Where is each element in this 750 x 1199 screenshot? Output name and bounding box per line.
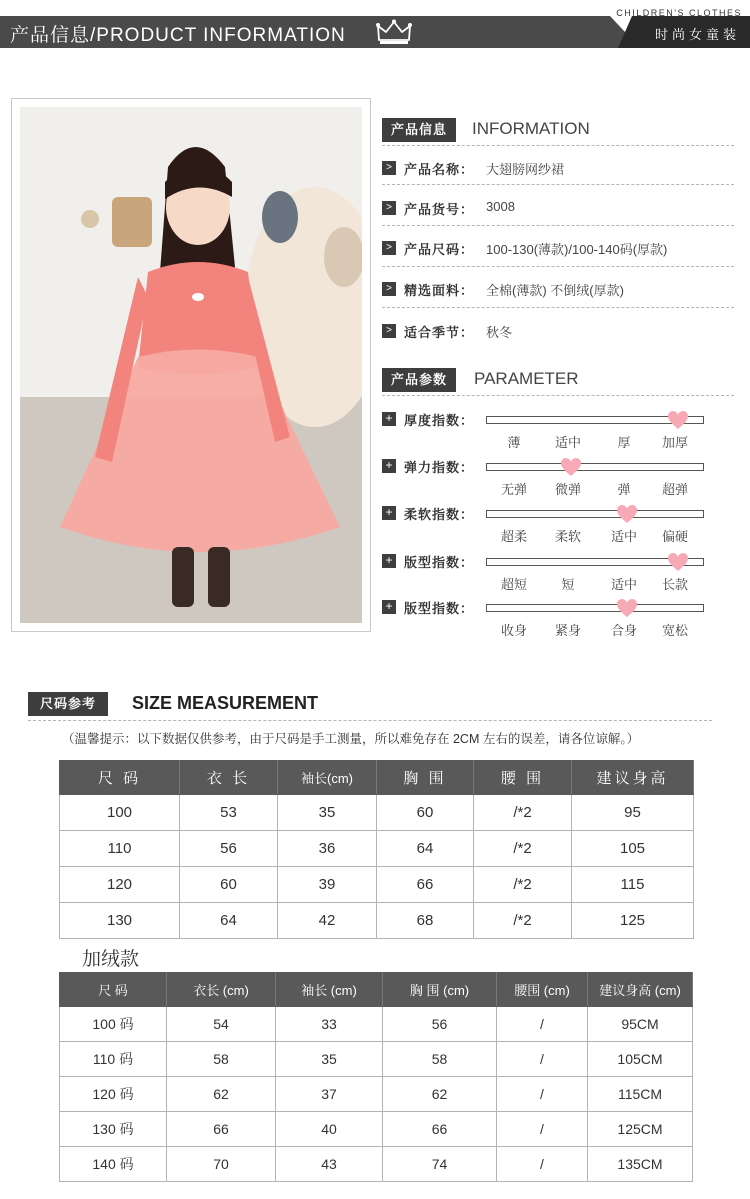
table-cell: 58 <box>383 1042 497 1077</box>
table-cell: 105CM <box>588 1042 693 1077</box>
plus-icon: + <box>382 506 396 520</box>
parameter-scale <box>382 552 722 592</box>
table-cell: 74 <box>383 1147 497 1182</box>
arrow-right-icon: > <box>382 282 396 296</box>
parameter-option: 短 <box>561 577 575 592</box>
divider <box>382 307 734 308</box>
parameter-track <box>486 416 704 424</box>
table-cell: 95CM <box>588 1007 693 1042</box>
parameter-scale <box>382 504 722 544</box>
table-cell: 60 <box>180 867 278 903</box>
size-table-fleece <box>59 972 693 1182</box>
arrow-right-icon: > <box>382 201 396 215</box>
table-header-cell: 胸 围 <box>377 761 474 795</box>
table-header-cell: 胸 围 (cm) <box>383 973 497 1007</box>
info-label: 适合季节： <box>404 325 475 340</box>
table-header-cell: 袖长(cm) <box>278 761 377 795</box>
brand-english: CHILDREN'S CLOTHES <box>616 8 742 18</box>
table-cell: 54 <box>167 1007 276 1042</box>
table-cell: / <box>497 1077 588 1112</box>
parameter-track <box>486 510 704 518</box>
table-header-cell: 腰围 (cm) <box>497 973 588 1007</box>
table-cell: /*2 <box>474 831 572 867</box>
parameter-option: 微弹 <box>554 482 581 497</box>
table-header-row <box>60 761 694 795</box>
heart-marker-icon <box>560 457 582 477</box>
parameter-section-heading <box>382 368 732 392</box>
table-cell: 64 <box>180 903 278 939</box>
table-cell: 68 <box>377 903 474 939</box>
girl-in-dress-illustration <box>20 107 362 623</box>
parameter-option: 厚 <box>617 435 631 450</box>
parameter-track <box>486 463 704 471</box>
brand-chinese: 时尚女童装 <box>654 27 740 42</box>
parameter-scale <box>382 410 722 450</box>
plus-icon: + <box>382 554 396 568</box>
plus-icon: + <box>382 412 396 426</box>
parameter-option: 偏硬 <box>661 529 688 544</box>
table-cell: 33 <box>276 1007 383 1042</box>
parameter-option: 超短 <box>500 577 527 592</box>
info-value: 秋冬 <box>486 325 513 340</box>
table-cell: 120 <box>60 867 180 903</box>
table-cell: 35 <box>278 795 377 831</box>
table-row <box>60 903 694 939</box>
parameter-option: 弹 <box>617 482 631 497</box>
table-cell: /*2 <box>474 903 572 939</box>
table-cell: 135CM <box>588 1147 693 1182</box>
info-label: 精选面料： <box>404 283 475 298</box>
size-tag: 尺码参考 <box>28 692 108 716</box>
parameter-label: 柔软指数： <box>404 507 475 522</box>
table-cell: / <box>497 1007 588 1042</box>
parameter-option: 紧身 <box>554 623 581 638</box>
parameter-label: 版型指数： <box>404 555 475 570</box>
heart-marker-icon <box>667 410 689 430</box>
crown-icon <box>376 19 412 45</box>
parameter-option: 合身 <box>610 623 637 638</box>
heart-marker-icon <box>667 552 689 572</box>
table-cell: /*2 <box>474 795 572 831</box>
product-photo-frame <box>11 98 371 632</box>
table-cell: 64 <box>377 831 474 867</box>
table-cell: 105 <box>572 831 694 867</box>
divider <box>382 145 734 146</box>
table-row <box>60 1077 693 1112</box>
table-cell: 95 <box>572 795 694 831</box>
table-cell: 36 <box>278 831 377 867</box>
fleece-table-title: 加绒款 <box>82 949 140 970</box>
table-cell: 62 <box>383 1077 497 1112</box>
banner-title: 产品信息/PRODUCT INFORMATION <box>10 25 346 46</box>
info-tag: 产品信息 <box>382 118 456 142</box>
info-row-fabric <box>382 278 732 300</box>
table-cell: 110 <box>60 831 180 867</box>
info-heading-en: INFORMATION <box>472 119 590 138</box>
heart-marker-icon <box>616 598 638 618</box>
product-photo <box>20 107 362 623</box>
table-cell: 60 <box>377 795 474 831</box>
divider <box>28 720 712 721</box>
info-value: 大翅膀网纱裙 <box>486 162 565 177</box>
table-cell: 115 <box>572 867 694 903</box>
info-row-season <box>382 320 732 342</box>
divider <box>382 395 734 396</box>
divider <box>382 184 734 185</box>
parameter-track <box>486 604 704 612</box>
table-row <box>60 1112 693 1147</box>
table-cell: 62 <box>167 1077 276 1112</box>
parameter-option: 超柔 <box>500 529 527 544</box>
info-label: 产品尺码： <box>404 242 475 257</box>
table-row <box>60 795 694 831</box>
table-header-cell: 建议身高 <box>572 761 694 795</box>
info-row-name <box>382 157 732 179</box>
parameter-scale <box>382 457 722 497</box>
table-header-row <box>60 973 693 1007</box>
parameter-option: 柔软 <box>554 529 581 544</box>
parameter-option: 收身 <box>500 623 527 638</box>
table-cell: 42 <box>278 903 377 939</box>
table-header-cell: 衣长 (cm) <box>167 973 276 1007</box>
arrow-right-icon: > <box>382 324 396 338</box>
parameter-option: 薄 <box>507 435 521 450</box>
table-cell: 70 <box>167 1147 276 1182</box>
table-cell: 37 <box>276 1077 383 1112</box>
size-section-heading <box>28 692 718 716</box>
table-cell: 115CM <box>588 1077 693 1112</box>
table-cell: /*2 <box>474 867 572 903</box>
table-cell: 66 <box>167 1112 276 1147</box>
table-header-cell: 衣 长 <box>180 761 278 795</box>
parameter-label: 版型指数： <box>404 601 475 616</box>
table-cell: 125CM <box>588 1112 693 1147</box>
parameter-option: 适中 <box>610 577 637 592</box>
table-cell: / <box>497 1042 588 1077</box>
info-section-heading <box>382 118 732 142</box>
table-cell: 66 <box>383 1112 497 1147</box>
arrow-right-icon: > <box>382 241 396 255</box>
table-row <box>60 831 694 867</box>
table-row <box>60 867 694 903</box>
parameter-option: 适中 <box>554 435 581 450</box>
plus-icon: + <box>382 459 396 473</box>
table-cell: 56 <box>383 1007 497 1042</box>
table-cell: 58 <box>167 1042 276 1077</box>
parameter-heading-en: PARAMETER <box>474 369 579 388</box>
table-cell: 120 码 <box>60 1077 167 1112</box>
table-cell: 39 <box>278 867 377 903</box>
info-label: 产品名称： <box>404 162 475 177</box>
parameter-track <box>486 558 704 566</box>
divider <box>382 266 734 267</box>
table-cell: 140 码 <box>60 1147 167 1182</box>
size-heading-en: SIZE MEASUREMENT <box>132 693 319 713</box>
parameter-label: 弹力指数： <box>404 460 475 475</box>
table-cell: 56 <box>180 831 278 867</box>
table-cell: 110 码 <box>60 1042 167 1077</box>
table-header-cell: 袖长 (cm) <box>276 973 383 1007</box>
table-cell: 100 码 <box>60 1007 167 1042</box>
parameter-option: 无弹 <box>500 482 527 497</box>
table-row <box>60 1007 693 1042</box>
table-cell: 130 码 <box>60 1112 167 1147</box>
table-cell: / <box>497 1147 588 1182</box>
table-row <box>60 1042 693 1077</box>
arrow-right-icon: > <box>382 161 396 175</box>
parameter-option: 长款 <box>661 577 688 592</box>
table-cell: 66 <box>377 867 474 903</box>
info-value: 全棉(薄款) 不倒绒(厚款) <box>486 283 624 298</box>
size-note: （温馨提示：以下数据仅供参考，由于尺码是手工测量，所以难免存在 2CM 左右的误差，请各位谅解。） <box>62 732 640 746</box>
info-row-sizes <box>382 237 732 259</box>
plus-icon: + <box>382 600 396 614</box>
parameter-option: 适中 <box>610 529 637 544</box>
parameter-label: 厚度指数： <box>404 413 475 428</box>
table-header-cell: 腰 围 <box>474 761 572 795</box>
table-header-cell: 尺 码 <box>60 973 167 1007</box>
parameter-scale <box>382 598 722 638</box>
top-banner <box>0 8 750 48</box>
table-header-cell: 尺 码 <box>60 761 180 795</box>
info-label: 产品货号： <box>404 202 475 217</box>
info-value: 3008 <box>486 199 515 214</box>
table-cell: 43 <box>276 1147 383 1182</box>
parameter-tag: 产品参数 <box>382 368 456 392</box>
size-table-thin <box>59 760 694 939</box>
table-cell: 53 <box>180 795 278 831</box>
heart-marker-icon <box>616 504 638 524</box>
table-cell: / <box>497 1112 588 1147</box>
table-row <box>60 1147 693 1182</box>
table-cell: 125 <box>572 903 694 939</box>
table-cell: 100 <box>60 795 180 831</box>
parameter-option: 宽松 <box>661 623 688 638</box>
parameter-option: 超弹 <box>661 482 688 497</box>
parameter-option: 加厚 <box>661 435 688 450</box>
table-cell: 35 <box>276 1042 383 1077</box>
divider <box>382 225 734 226</box>
table-header-cell: 建议身高 (cm) <box>588 973 693 1007</box>
table-cell: 40 <box>276 1112 383 1147</box>
table-cell: 130 <box>60 903 180 939</box>
info-value: 100-130(薄款)/100-140码(厚款) <box>486 242 668 257</box>
info-row-sku <box>382 197 732 219</box>
